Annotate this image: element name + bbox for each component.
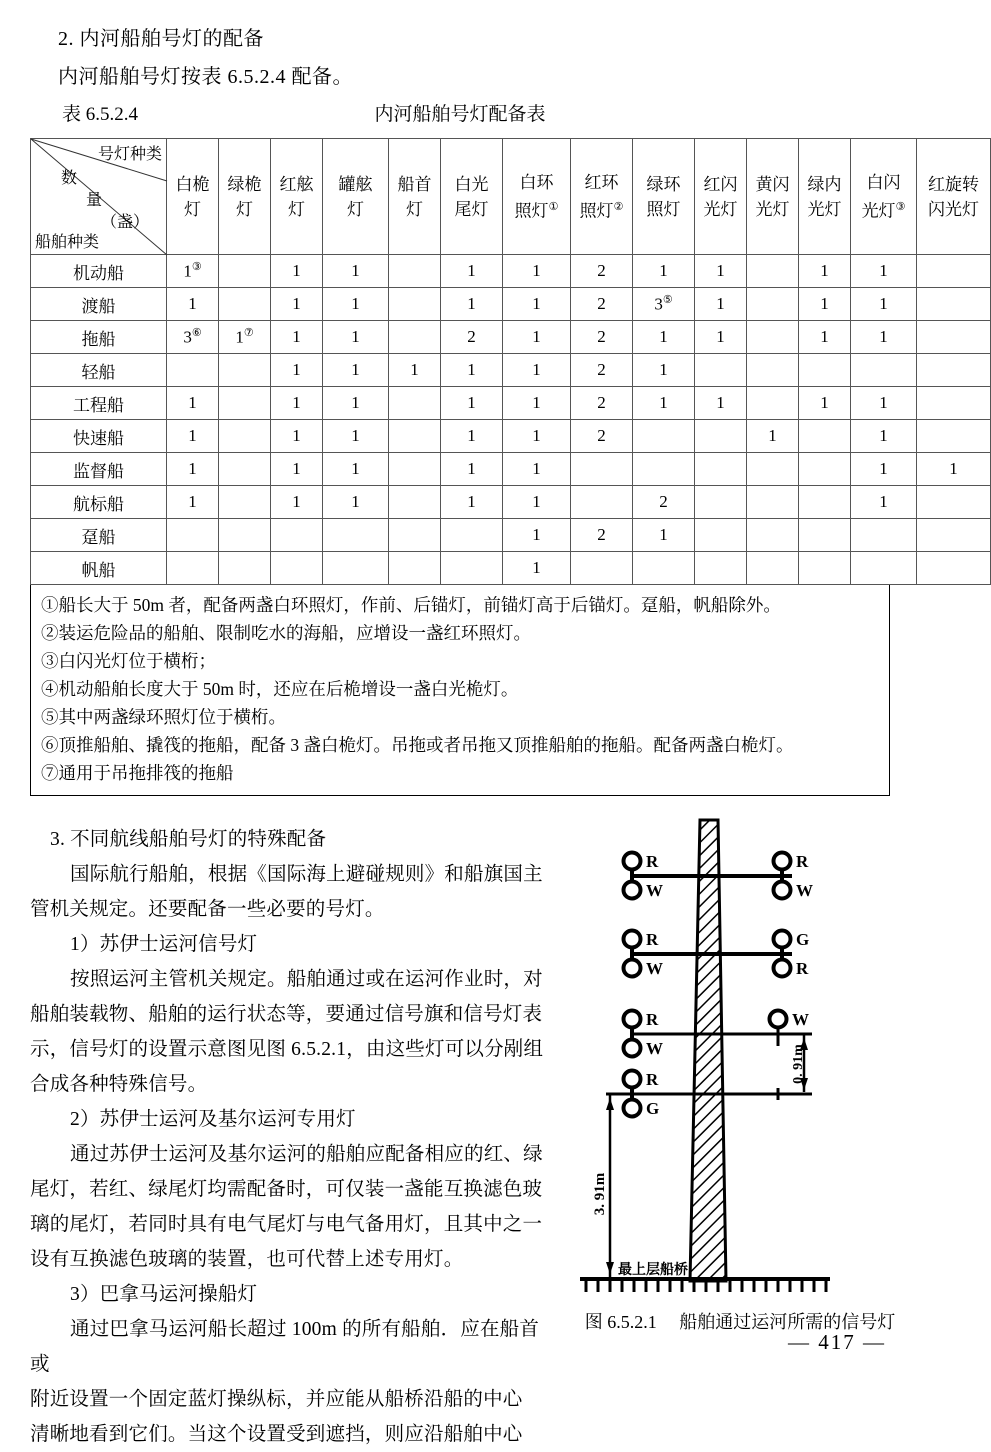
- cell-r9-c12: [851, 552, 917, 585]
- cell-r8-c8: 1: [633, 519, 695, 552]
- cell-r2-c5: 2: [441, 321, 503, 354]
- cell-r8-c7: 2: [571, 519, 633, 552]
- cell-r5-c0: 1: [167, 420, 219, 453]
- para-3-line-4: 设有互换滤色玻璃的装置，也可代替上述专用灯。: [30, 1249, 464, 1270]
- table-row: [31, 486, 991, 519]
- cell-r3-c8: 1: [633, 354, 695, 387]
- cell-r6-c0: 1: [167, 453, 219, 486]
- cell-r7-c13: [917, 486, 991, 519]
- column-header-line2: 尾灯: [454, 199, 489, 219]
- cell-r3-c4: 1: [389, 354, 441, 387]
- cell-r1-c12: 1: [851, 288, 917, 321]
- cell-r6-c7: [571, 453, 633, 486]
- footnote-4: ④机动船舶长度大于 50m 时，还应在后桅增设一盏白光桅灯。: [41, 679, 519, 699]
- row-header-机动船: 机动船: [31, 255, 167, 288]
- lamp-label-r1-left-bottom: W: [646, 881, 663, 900]
- dim-large-label: 3. 91m: [592, 1172, 608, 1216]
- corner-label-qty-2: 量: [86, 192, 103, 209]
- cell-r1-c13: [917, 288, 991, 321]
- cell-r8-c10: [747, 519, 799, 552]
- table-number: 表 6.5.2.4: [62, 104, 139, 125]
- deck-label: 最上层船桥: [618, 1261, 688, 1277]
- cell-r2-c6: 1: [503, 321, 571, 354]
- ship-lights-config-table: [30, 138, 991, 585]
- cell-r2-c8: 1: [633, 321, 695, 354]
- cell-r3-c13: [917, 354, 991, 387]
- cell-r6-c2: 1: [271, 453, 323, 486]
- cell-r9-c0: [167, 552, 219, 585]
- footnote-5: ⑤其中两盏绿环照灯位于横桁。: [41, 707, 286, 727]
- cell-r3-c10: [747, 354, 799, 387]
- table-row: [31, 354, 991, 387]
- para-3-line-1: 通过苏伊士运河及基尔运河的船舶应配备相应的红、绿: [70, 1144, 543, 1165]
- cell-r5-c6: 1: [503, 420, 571, 453]
- cell-r9-c1: [219, 552, 271, 585]
- column-header-line2: 照灯①: [514, 200, 559, 221]
- cell-r1-c8: 3⑤: [633, 288, 695, 321]
- para-1-line-2: 管机关规定。还要配备一些必要的号灯。: [30, 899, 385, 920]
- cell-r1-c6: 1: [503, 288, 571, 321]
- cell-r4-c9: 1: [695, 387, 747, 420]
- ground-hatching: [586, 1279, 826, 1292]
- cell-r8-c5: [441, 519, 503, 552]
- cell-r7-c5: 1: [441, 486, 503, 519]
- footnote-1: ①船长大于 50m 者，配备两盏白环照灯，作前、后锚灯，前锚灯高于后锚灯。趸船，帆船除外。: [41, 595, 781, 615]
- cell-r0-c6: 1: [503, 255, 571, 288]
- lamp-label-r2-right-bottom: R: [796, 959, 809, 978]
- column-header-line1: 船首: [397, 174, 432, 194]
- table-row: [31, 519, 991, 552]
- cell-r9-c10: [747, 552, 799, 585]
- cell-r5-c9: [695, 420, 747, 453]
- column-header-line2: 闪光灯: [928, 199, 979, 219]
- cell-r8-c11: [799, 519, 851, 552]
- column-header-红环照灯: [571, 139, 633, 255]
- column-header-line1: 黄闪: [755, 174, 790, 194]
- column-header-line2: 照灯②: [579, 200, 624, 221]
- cell-r0-c7: 2: [571, 255, 633, 288]
- cell-r3-c7: 2: [571, 354, 633, 387]
- cell-r9-c5: [441, 552, 503, 585]
- table-body: [31, 255, 991, 585]
- cell-r2-c13: [917, 321, 991, 354]
- mast-shape: [690, 820, 726, 1281]
- cell-r4-c6: 1: [503, 387, 571, 420]
- corner-header-cell: [31, 139, 167, 255]
- cell-r0-c8: 1: [633, 255, 695, 288]
- section-heading-2: 2. 内河船舶号灯的配备: [58, 28, 264, 50]
- column-header-line2: 光灯③: [861, 200, 906, 221]
- column-header-红舷灯: [271, 139, 323, 255]
- cell-r2-c7: 2: [571, 321, 633, 354]
- cell-r5-c11: [799, 420, 851, 453]
- column-header-黄闪光灯: [747, 139, 799, 255]
- column-header-line1: 绿桅: [227, 174, 262, 194]
- cell-r5-c10: 1: [747, 420, 799, 453]
- table-row: [31, 255, 991, 288]
- cell-r8-c9: [695, 519, 747, 552]
- row-header-渡船: 渡船: [31, 288, 167, 321]
- cell-r4-c12: 1: [851, 387, 917, 420]
- cell-r5-c1: [219, 420, 271, 453]
- cell-r7-c0: 1: [167, 486, 219, 519]
- cell-r4-c0: 1: [167, 387, 219, 420]
- cell-r7-c8: 2: [633, 486, 695, 519]
- cell-footnote-marker: ⑦: [243, 327, 254, 340]
- lamp-r1-left-bottom: [624, 882, 641, 899]
- cell-r8-c1: [219, 519, 271, 552]
- cell-r5-c2: 1: [271, 420, 323, 453]
- para-4-line-1: 通过巴拿马运河船长超过 100m 的所有船舶．应在船首或: [30, 1319, 540, 1375]
- cell-r8-c13: [917, 519, 991, 552]
- cell-r3-c3: 1: [323, 354, 389, 387]
- lamp-label-r3-right-top: W: [792, 1010, 809, 1029]
- para-3-line-2: 尾灯，若红、绿尾灯均需配备时，可仅装一盏能互换滤色玻: [30, 1179, 543, 1200]
- cell-r5-c4: [389, 420, 441, 453]
- column-header-line1: 红舷: [279, 174, 314, 194]
- cell-r7-c11: [799, 486, 851, 519]
- column-header-line1: 白闪: [866, 172, 901, 192]
- cell-r0-c10: [747, 255, 799, 288]
- lamp-label-r4-left-bottom: G: [646, 1099, 660, 1118]
- para-2-line-3: 示，信号灯的设置示意图见图 6.5.2.1，由这些灯可以分剐组: [30, 1039, 544, 1060]
- column-header-line1: 红闪: [703, 174, 738, 194]
- column-header-line2: 灯: [184, 199, 201, 219]
- cell-r7-c2: 1: [271, 486, 323, 519]
- column-header-line2: 照灯: [646, 199, 681, 219]
- cell-r7-c7: [571, 486, 633, 519]
- cell-r4-c5: 1: [441, 387, 503, 420]
- intro-reference-line: 内河船舶号灯按表 6.5.2.4 配备。: [58, 66, 353, 88]
- row-header-轻船: 轻船: [31, 354, 167, 387]
- cell-r0-c0: 1③: [167, 255, 219, 288]
- table-head: [31, 139, 991, 255]
- cell-r1-c0: 1: [167, 288, 219, 321]
- lamp-r1-right-top: [774, 853, 791, 870]
- lamp-r2-left-top: [624, 931, 641, 948]
- lamp-r4-left-top: [624, 1071, 641, 1088]
- column-header-line1: 红旋转: [928, 174, 979, 194]
- cell-r7-c3: 1: [323, 486, 389, 519]
- para-2-line-1: 按照运河主管机关规定。船舶通过或在运河作业时，对: [70, 969, 543, 990]
- lamp-r3-left-top: [624, 1011, 641, 1028]
- cell-r5-c3: 1: [323, 420, 389, 453]
- cell-r6-c12: 1: [851, 453, 917, 486]
- cell-r8-c2: [271, 519, 323, 552]
- lamp-r4-left-bottom: [624, 1100, 641, 1117]
- cell-r5-c12: 1: [851, 420, 917, 453]
- row-header-快速船: 快速船: [31, 420, 167, 453]
- lamp-label-r2-left-bottom: W: [646, 959, 663, 978]
- signal-lights-mast-diagram: [560, 816, 900, 1316]
- section-heading-3: 3. 不同航线船舶号灯的特殊配备: [50, 829, 327, 850]
- dim-small-label: 0. 91m: [791, 1044, 806, 1084]
- cell-r7-c12: 1: [851, 486, 917, 519]
- corner-label-ship-kind: 船舶种类: [35, 234, 100, 251]
- table-container: [0, 138, 979, 585]
- column-header-绿内光灯: [799, 139, 851, 255]
- cell-r1-c5: 1: [441, 288, 503, 321]
- column-header-line1: 白桅: [175, 174, 210, 194]
- lamp-r2-left-bottom: [624, 960, 641, 977]
- column-header-line2: 光灯: [755, 199, 790, 219]
- cell-r0-c13: [917, 255, 991, 288]
- cell-r6-c4: [389, 453, 441, 486]
- cell-r0-c2: 1: [271, 255, 323, 288]
- lamp-label-r3-left-top: R: [646, 1010, 659, 1029]
- cell-r1-c11: 1: [799, 288, 851, 321]
- cell-r3-c0: [167, 354, 219, 387]
- cell-r3-c5: 1: [441, 354, 503, 387]
- lamp-label-r2-left-top: R: [646, 930, 659, 949]
- table-row: [31, 321, 991, 354]
- cell-footnote-marker: ⑥: [191, 327, 202, 340]
- para-3-line-3: 璃的尾灯，若同时具有电气尾灯与电气备用灯，且其中之一: [30, 1214, 543, 1235]
- column-header-line1: 白光: [454, 174, 489, 194]
- column-header-line2: 灯: [288, 199, 305, 219]
- cell-r6-c11: [799, 453, 851, 486]
- cell-r3-c9: [695, 354, 747, 387]
- cell-r6-c9: [695, 453, 747, 486]
- cell-r1-c1: [219, 288, 271, 321]
- cell-r8-c3: [323, 519, 389, 552]
- figure-caption-number: 图 6.5.2.1: [584, 1312, 657, 1332]
- footnote-2: ②装运危险品的船舶、限制吃水的海船，应增设一盏红环照灯。: [41, 623, 531, 643]
- cell-r9-c3: [323, 552, 389, 585]
- row-header-趸船: 趸船: [31, 519, 167, 552]
- figure-caption-text: 船舶通过运河所需的信号灯: [679, 1312, 896, 1332]
- cell-r7-c1: [219, 486, 271, 519]
- cell-r8-c6: 1: [503, 519, 571, 552]
- cell-r4-c1: [219, 387, 271, 420]
- cell-r6-c5: 1: [441, 453, 503, 486]
- row-header-工程船: 工程船: [31, 387, 167, 420]
- column-header-白光尾灯: [441, 139, 503, 255]
- cell-r9-c13: [917, 552, 991, 585]
- table-caption: [0, 100, 920, 134]
- lamp-r3-left-bottom: [624, 1040, 641, 1057]
- column-header-line2: 光灯: [807, 199, 842, 219]
- cell-r8-c0: [167, 519, 219, 552]
- cell-r0-c5: 1: [441, 255, 503, 288]
- cell-r1-c3: 1: [323, 288, 389, 321]
- cell-r0-c12: 1: [851, 255, 917, 288]
- column-header-line2: 灯: [236, 199, 253, 219]
- cell-r5-c8: [633, 420, 695, 453]
- cell-r0-c3: 1: [323, 255, 389, 288]
- column-header-船首灯: [389, 139, 441, 255]
- subsection-2-heading: 2）苏伊士运河及基尔运河专用灯: [70, 1109, 356, 1130]
- cell-r6-c6: 1: [503, 453, 571, 486]
- column-header-line2: 灯: [406, 199, 423, 219]
- cell-r4-c13: [917, 387, 991, 420]
- lower-section: [0, 822, 920, 1445]
- subsection-3-heading: 3）巴拿马运河操船灯: [70, 1284, 258, 1305]
- cell-r1-c7: 2: [571, 288, 633, 321]
- cell-r2-c4: [389, 321, 441, 354]
- cell-r9-c7: [571, 552, 633, 585]
- column-header-footnote-marker: ②: [613, 200, 624, 213]
- cell-r3-c12: [851, 354, 917, 387]
- column-header-绿环照灯: [633, 139, 695, 255]
- lamp-label-r1-right-bottom: W: [796, 881, 813, 900]
- column-header-line1: 罐舷: [338, 174, 373, 194]
- cell-r4-c4: [389, 387, 441, 420]
- intro-section: [0, 0, 920, 94]
- cell-r3-c11: [799, 354, 851, 387]
- cell-r2-c1: 1⑦: [219, 321, 271, 354]
- cell-r4-c7: 2: [571, 387, 633, 420]
- cell-r3-c6: 1: [503, 354, 571, 387]
- subsection-1-heading: 1）苏伊士运河信号灯: [70, 934, 258, 955]
- column-header-红旋转闪光灯: [917, 139, 991, 255]
- cell-r6-c1: [219, 453, 271, 486]
- footnote-6: ⑥顶推船舶、撬筏的拖船，配备 3 盏白桅灯。吊拖或者吊拖又顶推船舶的拖船。配备两盏白桅灯。: [41, 735, 794, 755]
- lamp-label-r2-right-top: G: [796, 930, 810, 949]
- cell-r4-c11: 1: [799, 387, 851, 420]
- table-row: [31, 453, 991, 486]
- cell-r2-c2: 1: [271, 321, 323, 354]
- cell-r4-c10: [747, 387, 799, 420]
- column-header-footnote-marker: ③: [895, 200, 906, 213]
- figure-column: [560, 816, 900, 1332]
- cell-r5-c5: 1: [441, 420, 503, 453]
- footnote-3: ③白闪光灯位于横桁；: [41, 651, 216, 671]
- cell-r6-c8: [633, 453, 695, 486]
- corner-label-light-kind: 号灯种类: [97, 146, 162, 163]
- para-4-line-2: 附近设置一个固定蓝灯操纵标，并应能从船桥沿船的中心: [30, 1389, 523, 1410]
- column-header-footnote-marker: ①: [548, 200, 559, 213]
- column-header-line2: 灯: [347, 199, 364, 219]
- cell-r9-c11: [799, 552, 851, 585]
- cell-r4-c8: 1: [633, 387, 695, 420]
- cell-r1-c2: 1: [271, 288, 323, 321]
- corner-label-qty-unit: （盏）: [101, 214, 150, 231]
- cell-r1-c9: 1: [695, 288, 747, 321]
- column-header-罐舷灯: [323, 139, 389, 255]
- lamp-r3-right-top: [770, 1011, 787, 1028]
- cell-r2-c10: [747, 321, 799, 354]
- lamp-label-r1-left-top: R: [646, 852, 659, 871]
- column-header-白桅灯: [167, 139, 219, 255]
- cell-r1-c10: [747, 288, 799, 321]
- cell-footnote-marker: ③: [191, 261, 202, 274]
- cell-r0-c11: 1: [799, 255, 851, 288]
- lamp-r2-right-top: [774, 931, 791, 948]
- lamp-r2-right-bottom: [774, 960, 791, 977]
- column-header-line1: 绿环: [646, 174, 681, 194]
- lamp-r1-left-top: [624, 853, 641, 870]
- cell-r2-c0: 3⑥: [167, 321, 219, 354]
- row-header-拖船: 拖船: [31, 321, 167, 354]
- cell-r9-c2: [271, 552, 323, 585]
- cell-r0-c1: [219, 255, 271, 288]
- row-header-帆船: 帆船: [31, 552, 167, 585]
- cell-r3-c1: [219, 354, 271, 387]
- table-row: [31, 288, 991, 321]
- cell-r6-c3: 1: [323, 453, 389, 486]
- column-header-白环照灯: [503, 139, 571, 255]
- table-footnotes: [30, 585, 890, 796]
- cell-r7-c6: 1: [503, 486, 571, 519]
- table-row: [31, 552, 991, 585]
- text-column: [30, 822, 550, 1452]
- cell-r8-c4: [389, 519, 441, 552]
- cell-r8-c12: [851, 519, 917, 552]
- cell-r7-c10: [747, 486, 799, 519]
- lamp-r1-right-bottom: [774, 882, 791, 899]
- table-row: [31, 420, 991, 453]
- row-header-航标船: 航标船: [31, 486, 167, 519]
- cell-r1-c4: [389, 288, 441, 321]
- column-header-line1: 红环: [584, 172, 619, 192]
- corner-label-qty-1: 数: [61, 170, 78, 187]
- cell-r3-c2: 1: [271, 354, 323, 387]
- cell-r7-c9: [695, 486, 747, 519]
- cell-r7-c4: [389, 486, 441, 519]
- para-2-line-4: 合成各种特殊信号。: [30, 1074, 208, 1095]
- column-header-line1: 绿内: [807, 174, 842, 194]
- cell-r9-c8: [633, 552, 695, 585]
- cell-r9-c9: [695, 552, 747, 585]
- cell-r4-c3: 1: [323, 387, 389, 420]
- table-header-row: [31, 139, 991, 255]
- para-1-line-1: 国际航行船舶，根据《国际海上避碰规则》和船旗国主: [70, 864, 543, 885]
- lamp-label-r1-right-top: R: [796, 852, 809, 871]
- cell-r0-c9: 1: [695, 255, 747, 288]
- page-number: — 417 —: [788, 1330, 886, 1354]
- cell-r0-c4: [389, 255, 441, 288]
- cell-r4-c2: 1: [271, 387, 323, 420]
- column-header-line1: 白环: [519, 172, 554, 192]
- cell-r2-c11: 1: [799, 321, 851, 354]
- cell-r2-c9: 1: [695, 321, 747, 354]
- para-2-line-2: 船舶装载物、船舶的运行状态等，要通过信号旗和信号灯表: [30, 1004, 543, 1025]
- footnote-7: ⑦通用于吊拖排筏的拖船: [41, 763, 234, 783]
- cell-r9-c6: 1: [503, 552, 571, 585]
- cell-r2-c12: 1: [851, 321, 917, 354]
- column-header-line2: 光灯: [703, 199, 738, 219]
- column-header-绿桅灯: [219, 139, 271, 255]
- cell-r6-c10: [747, 453, 799, 486]
- column-header-白闪光灯: [851, 139, 917, 255]
- cell-r9-c4: [389, 552, 441, 585]
- para-4-line-3: 清晰地看到它们。当这个设置受到遮挡，则应沿船舶中心: [30, 1424, 523, 1445]
- column-header-红闪光灯: [695, 139, 747, 255]
- lamp-label-r3-left-bottom: W: [646, 1039, 663, 1058]
- cell-r5-c13: [917, 420, 991, 453]
- row-header-监督船: 监督船: [31, 453, 167, 486]
- table-row: [31, 387, 991, 420]
- lamp-label-r4-left-top: R: [646, 1070, 659, 1089]
- table-title: 内河船舶号灯配备表: [374, 104, 546, 125]
- cell-r6-c13: 1: [917, 453, 991, 486]
- cell-r5-c7: 2: [571, 420, 633, 453]
- cell-r2-c3: 1: [323, 321, 389, 354]
- cell-footnote-marker: ⑤: [662, 294, 673, 307]
